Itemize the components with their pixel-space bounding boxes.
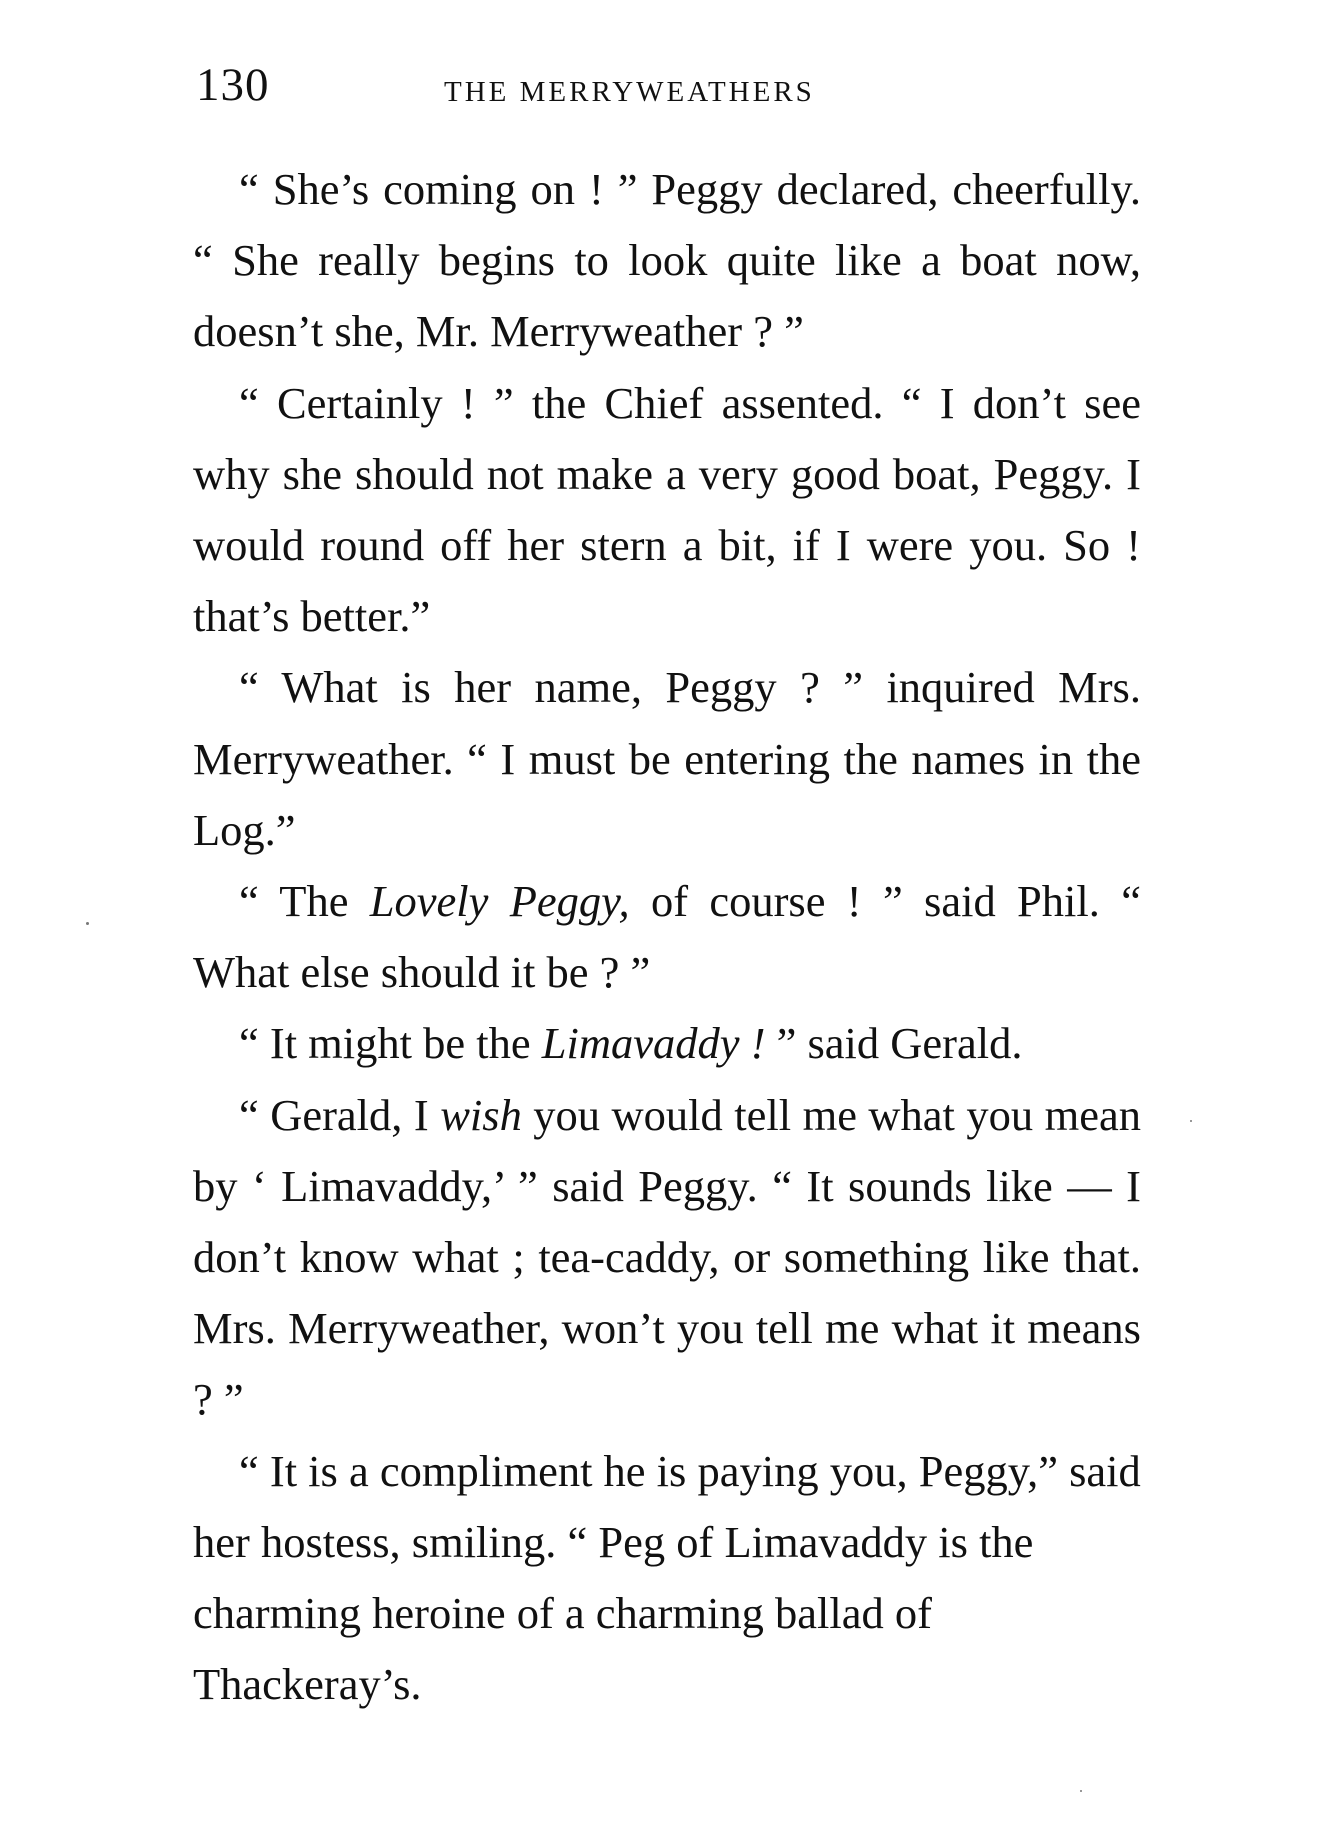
text-run: “ Certainly ! ” the Chief assented. “ I don’t see why she should not make a very good boat, Peggy. I would round off her stern a bit, if I were you. So ! that’s better.”	[193, 377, 1141, 642]
italic-boat-name: Lovely Peggy,	[369, 876, 630, 927]
text-run: “ It is a compliment he is paying you, Peggy,” said her hostess, smiling. “ Peg of Limavaddy is the charming heroine of a charming ballad of Thackeray’s.	[193, 1445, 1141, 1710]
running-title: THE MERRYWEATHERS	[444, 76, 815, 108]
text-run: of course ! ” said Phil. “ What else should it be ? ”	[193, 876, 1141, 998]
text-run: you would tell me what you mean by ‘ Limavaddy,’ ” said Peggy. “ It sounds like — I don’t know what ; tea-caddy, or something like that. Mrs. Merryweather, won’t you tell me what it means ? ”	[193, 1089, 1141, 1425]
paragraph	[193, 1080, 1141, 1436]
paragraph	[193, 866, 1141, 1008]
page-number: 130	[196, 59, 270, 111]
paragraph	[193, 1436, 1141, 1721]
running-header	[196, 58, 1140, 118]
text-run: “ What is her name, Peggy ? ” inquired Mrs. Merryweather. “ I must be entering the names in the Log.”	[193, 662, 1141, 855]
text-run: “ The	[239, 876, 370, 927]
text-run: “ Gerald, I	[239, 1089, 441, 1140]
paper-speck	[86, 922, 89, 925]
italic-emphasis: wish	[440, 1089, 522, 1140]
italic-boat-name: Limavaddy !	[541, 1018, 766, 1069]
paragraph	[193, 154, 1141, 368]
text-run: “ It might be the	[239, 1018, 542, 1069]
body-text	[193, 154, 1141, 1720]
paragraph	[193, 368, 1141, 653]
paper-speck	[1080, 1790, 1082, 1792]
text-run: “ She’s coming on ! ” Peggy declared, cheerfully. “ She really begins to look quite like a boat now, doesn’t she, Mr. Merryweather ? ”	[193, 164, 1141, 357]
paper-speck	[1190, 1120, 1192, 1122]
paragraph	[193, 1008, 1141, 1079]
text-run: ” said Gerald.	[765, 1018, 1023, 1069]
paragraph	[193, 652, 1141, 866]
